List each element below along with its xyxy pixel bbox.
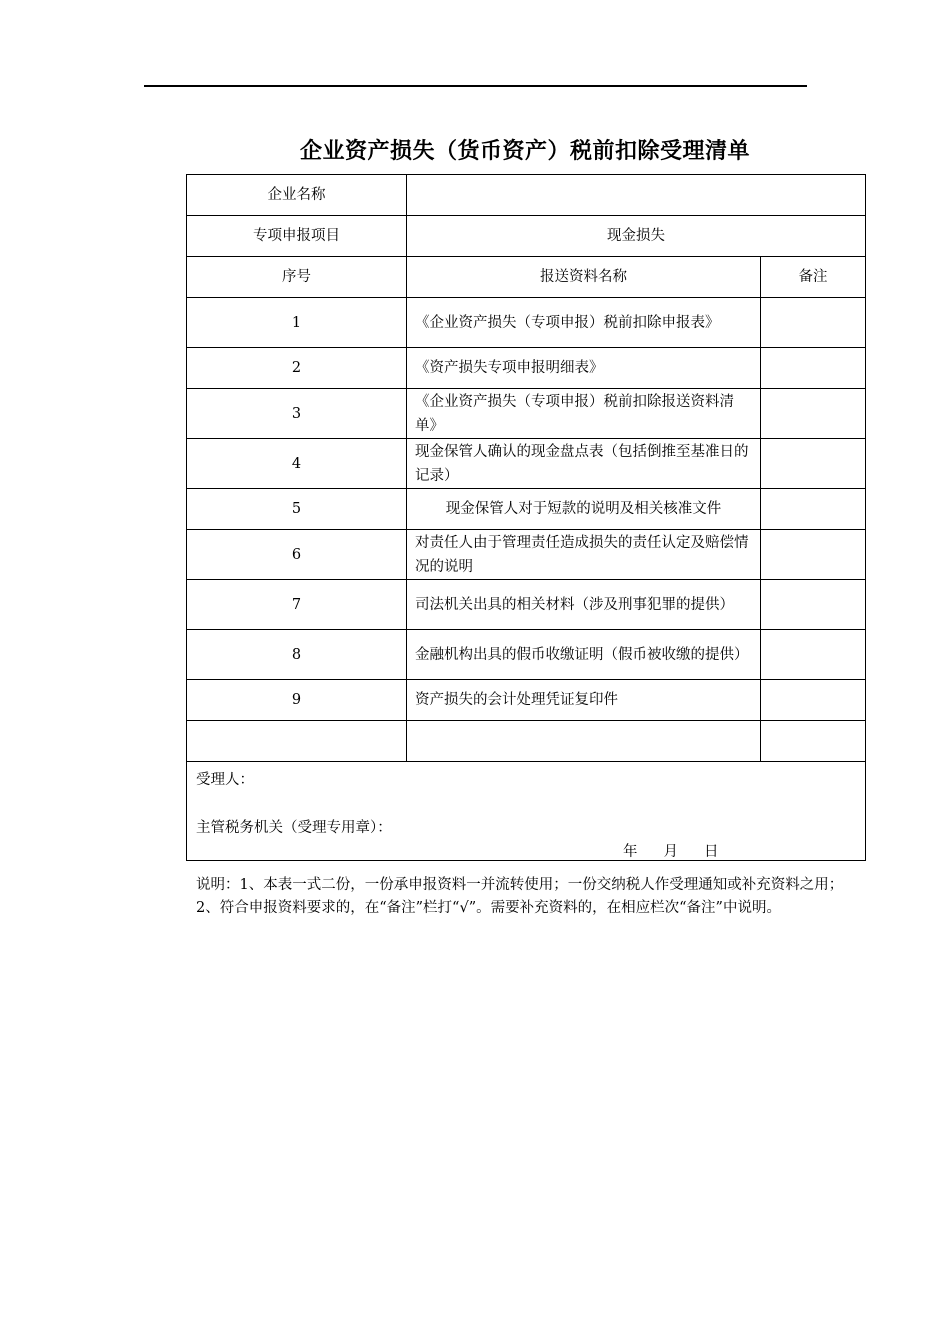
row-seq: 9 bbox=[187, 680, 407, 721]
row-seq: 5 bbox=[187, 489, 407, 530]
row-material: 金融机构出具的假币收缴证明（假币被收缴的提供） bbox=[407, 630, 761, 680]
page-title: 企业资产损失（货币资产）税前扣除受理清单 bbox=[299, 139, 750, 164]
row-remark bbox=[761, 298, 866, 348]
row-seq bbox=[187, 721, 407, 762]
row-remark bbox=[761, 530, 866, 580]
signature-row bbox=[187, 762, 866, 861]
date-line bbox=[623, 840, 745, 864]
row-material: 司法机关出具的相关材料（涉及刑事犯罪的提供） bbox=[407, 580, 761, 630]
row-material: 《资产损失专项申报明细表》 bbox=[407, 348, 761, 389]
header-rule bbox=[144, 85, 807, 87]
table-row bbox=[187, 389, 866, 439]
tax-authority-label: 主管税务机关（受理专用章）： bbox=[196, 820, 392, 836]
column-header-material: 报送资料名称 bbox=[407, 257, 761, 298]
row-material: 现金保管人确认的现金盘点表（包括倒推至基准日的记录） bbox=[407, 439, 761, 489]
row-remark bbox=[761, 389, 866, 439]
column-header-remark: 备注 bbox=[761, 257, 866, 298]
company-name-row bbox=[187, 175, 866, 216]
table-row bbox=[187, 298, 866, 348]
row-material: 资产损失的会计处理凭证复印件 bbox=[407, 680, 761, 721]
date-day-label: 日 bbox=[704, 844, 719, 860]
row-seq: 2 bbox=[187, 348, 407, 389]
row-remark bbox=[761, 721, 866, 762]
acceptance-checklist-table bbox=[186, 174, 866, 861]
row-remark bbox=[761, 489, 866, 530]
company-name-label: 企业名称 bbox=[187, 175, 407, 216]
row-material: 现金保管人对于短款的说明及相关核准文件 bbox=[407, 489, 761, 530]
row-remark bbox=[761, 348, 866, 389]
explanatory-note: 说明：1、本表一式二份，一份承申报资料一并流转使用；一份交纳税人作受理通知或补充资料之用；2、符合申报资料要求的，在“备注”栏打“√”。需要补充资料的，在相应栏次“备注”中说明。 bbox=[196, 877, 844, 916]
signature-cell bbox=[187, 762, 866, 861]
table-row bbox=[187, 348, 866, 389]
row-seq: 1 bbox=[187, 298, 407, 348]
row-remark bbox=[761, 439, 866, 489]
row-material: 《企业资产损失（专项申报）税前扣除报送资料清单》 bbox=[407, 389, 761, 439]
date-year-label: 年 bbox=[623, 844, 638, 860]
row-material bbox=[407, 721, 761, 762]
row-seq: 7 bbox=[187, 580, 407, 630]
row-seq: 8 bbox=[187, 630, 407, 680]
project-label: 专项申报项目 bbox=[187, 216, 407, 257]
table-row bbox=[187, 680, 866, 721]
project-value: 现金损失 bbox=[407, 216, 866, 257]
table-row bbox=[187, 489, 866, 530]
row-seq: 3 bbox=[187, 389, 407, 439]
row-remark bbox=[761, 630, 866, 680]
row-remark bbox=[761, 580, 866, 630]
table-row-empty bbox=[187, 721, 866, 762]
row-material: 《企业资产损失（专项申报）税前扣除申报表》 bbox=[407, 298, 761, 348]
date-month-label: 月 bbox=[663, 844, 678, 860]
table-row bbox=[187, 530, 866, 580]
row-remark bbox=[761, 680, 866, 721]
row-material: 对责任人由于管理责任造成损失的责任认定及赔偿情况的说明 bbox=[407, 530, 761, 580]
table-row bbox=[187, 580, 866, 630]
row-seq: 4 bbox=[187, 439, 407, 489]
table-row bbox=[187, 630, 866, 680]
project-row bbox=[187, 216, 866, 257]
receiver-label: 受理人： bbox=[196, 772, 254, 788]
row-seq: 6 bbox=[187, 530, 407, 580]
company-name-value bbox=[407, 175, 866, 216]
column-header-row bbox=[187, 257, 866, 298]
column-header-seq: 序号 bbox=[187, 257, 407, 298]
table-row bbox=[187, 439, 866, 489]
